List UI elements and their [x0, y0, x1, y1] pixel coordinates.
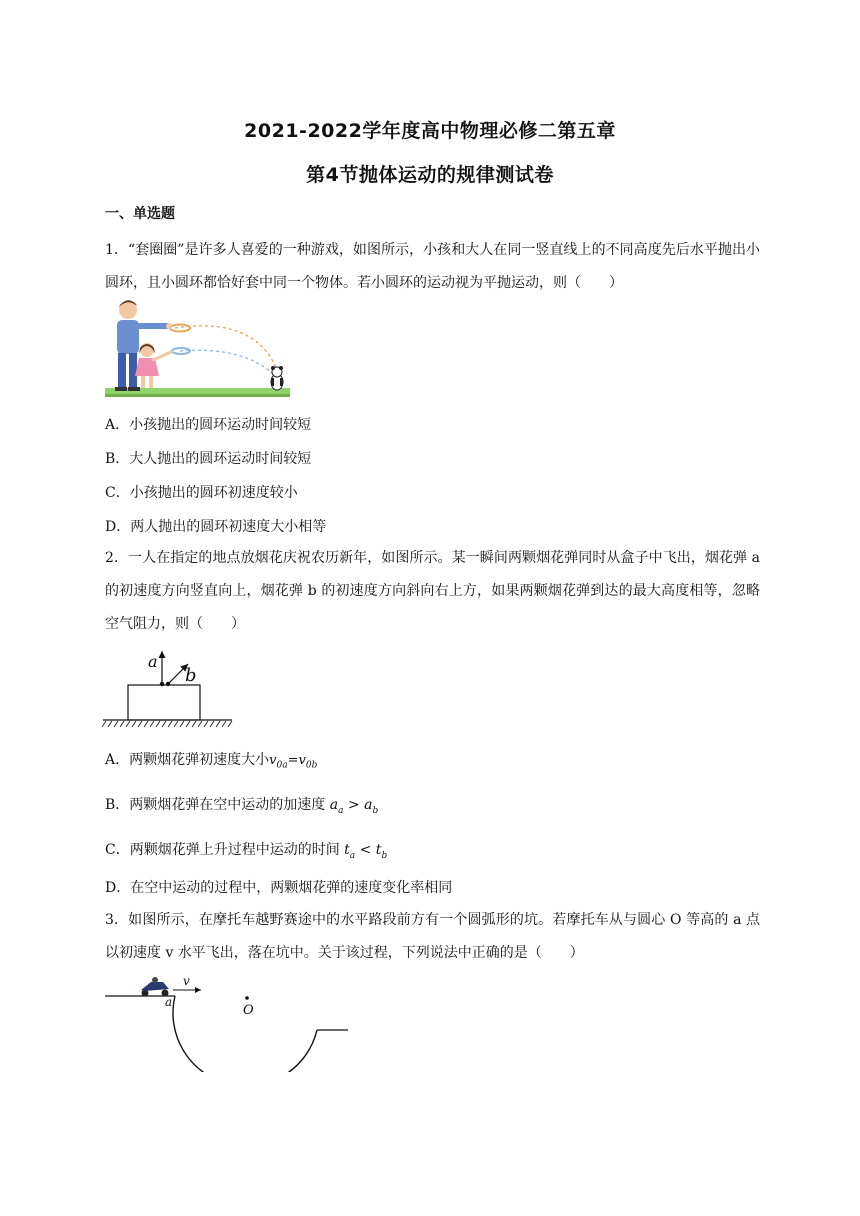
question-2-option-c — [105, 839, 387, 861]
question-1-option-a: A．小孩抛出的圆环运动时间较短 — [105, 417, 312, 433]
option-b-formula: $a_a > a_b$ — [325, 797, 379, 816]
question-1-option-d: D．两人抛出的圆环初速度大小相等 — [105, 519, 327, 535]
arrow-label-a: a — [148, 652, 158, 671]
arrow-label-b: b — [185, 665, 197, 686]
velocity-label-v: v — [183, 974, 190, 988]
option-a-text: A．两颗烟花弹初速度大小 — [105, 752, 270, 768]
option-a-formula: $v_{0a}=v_{0b}$ — [269, 753, 318, 771]
option-c-text: C．两颗烟花弹上升过程中运动的时间 — [105, 842, 340, 858]
motorcycle-pit-diagram — [105, 972, 355, 1072]
question-2-stem: 2．一人在指定的地点放烟花庆祝农历新年，如图所示。某一瞬间两颗烟花弹同时从盒子中飞出，烟花弹 a 的初速度方向竖直向上，烟花弹 b 的初速度方向斜向右上方，如果两颗烟花弹到达的最大高度相等，忽略空气阻力，则（ ） — [105, 550, 760, 632]
exam-subtitle: 第4节抛体运动的规律测试卷 — [306, 164, 554, 186]
option-c-formula: $t_a < t_b$ — [339, 842, 388, 861]
question-2-option-d: D．在空中运动的过程中，两颗烟花弹的速度变化率相同 — [105, 880, 453, 896]
fireworks-box-diagram — [100, 645, 235, 735]
section-heading: 一、单选题 — [105, 206, 175, 222]
question-2-option-a — [105, 749, 317, 771]
question-2-option-b — [105, 794, 378, 816]
question-1-option-b: B．大人抛出的圆环运动时间较短 — [105, 451, 312, 467]
exam-title: 2021-2022学年度高中物理必修二第五章 — [244, 120, 616, 142]
ring-toss-illustration — [105, 296, 290, 401]
center-label-o: O — [243, 1003, 254, 1018]
point-label-a: a — [165, 995, 173, 1009]
question-1-stem: 1．“套圈圈”是许多人喜爱的一种游戏，如图所示，小孩和大人在同一竖直线上的不同高度先后水平抛出小圆环，且小圆环都恰好套中同一个物体。若小圆环的运动视为平抛运动，则（ ） — [105, 242, 760, 291]
option-b-text: B．两颗烟花弹在空中运动的加速度 — [105, 797, 326, 813]
question-1-option-c: C．小孩抛出的圆环初速度较小 — [105, 485, 298, 501]
question-3-stem: 3．如图所示，在摩托车越野赛途中的水平路段前方有一个圆弧形的坑。若摩托车从与圆心 O 等高的 a 点以初速度 v 水平飞出，落在坑中。关于该过程，下列说法中正确的是（ ） — [105, 912, 760, 961]
